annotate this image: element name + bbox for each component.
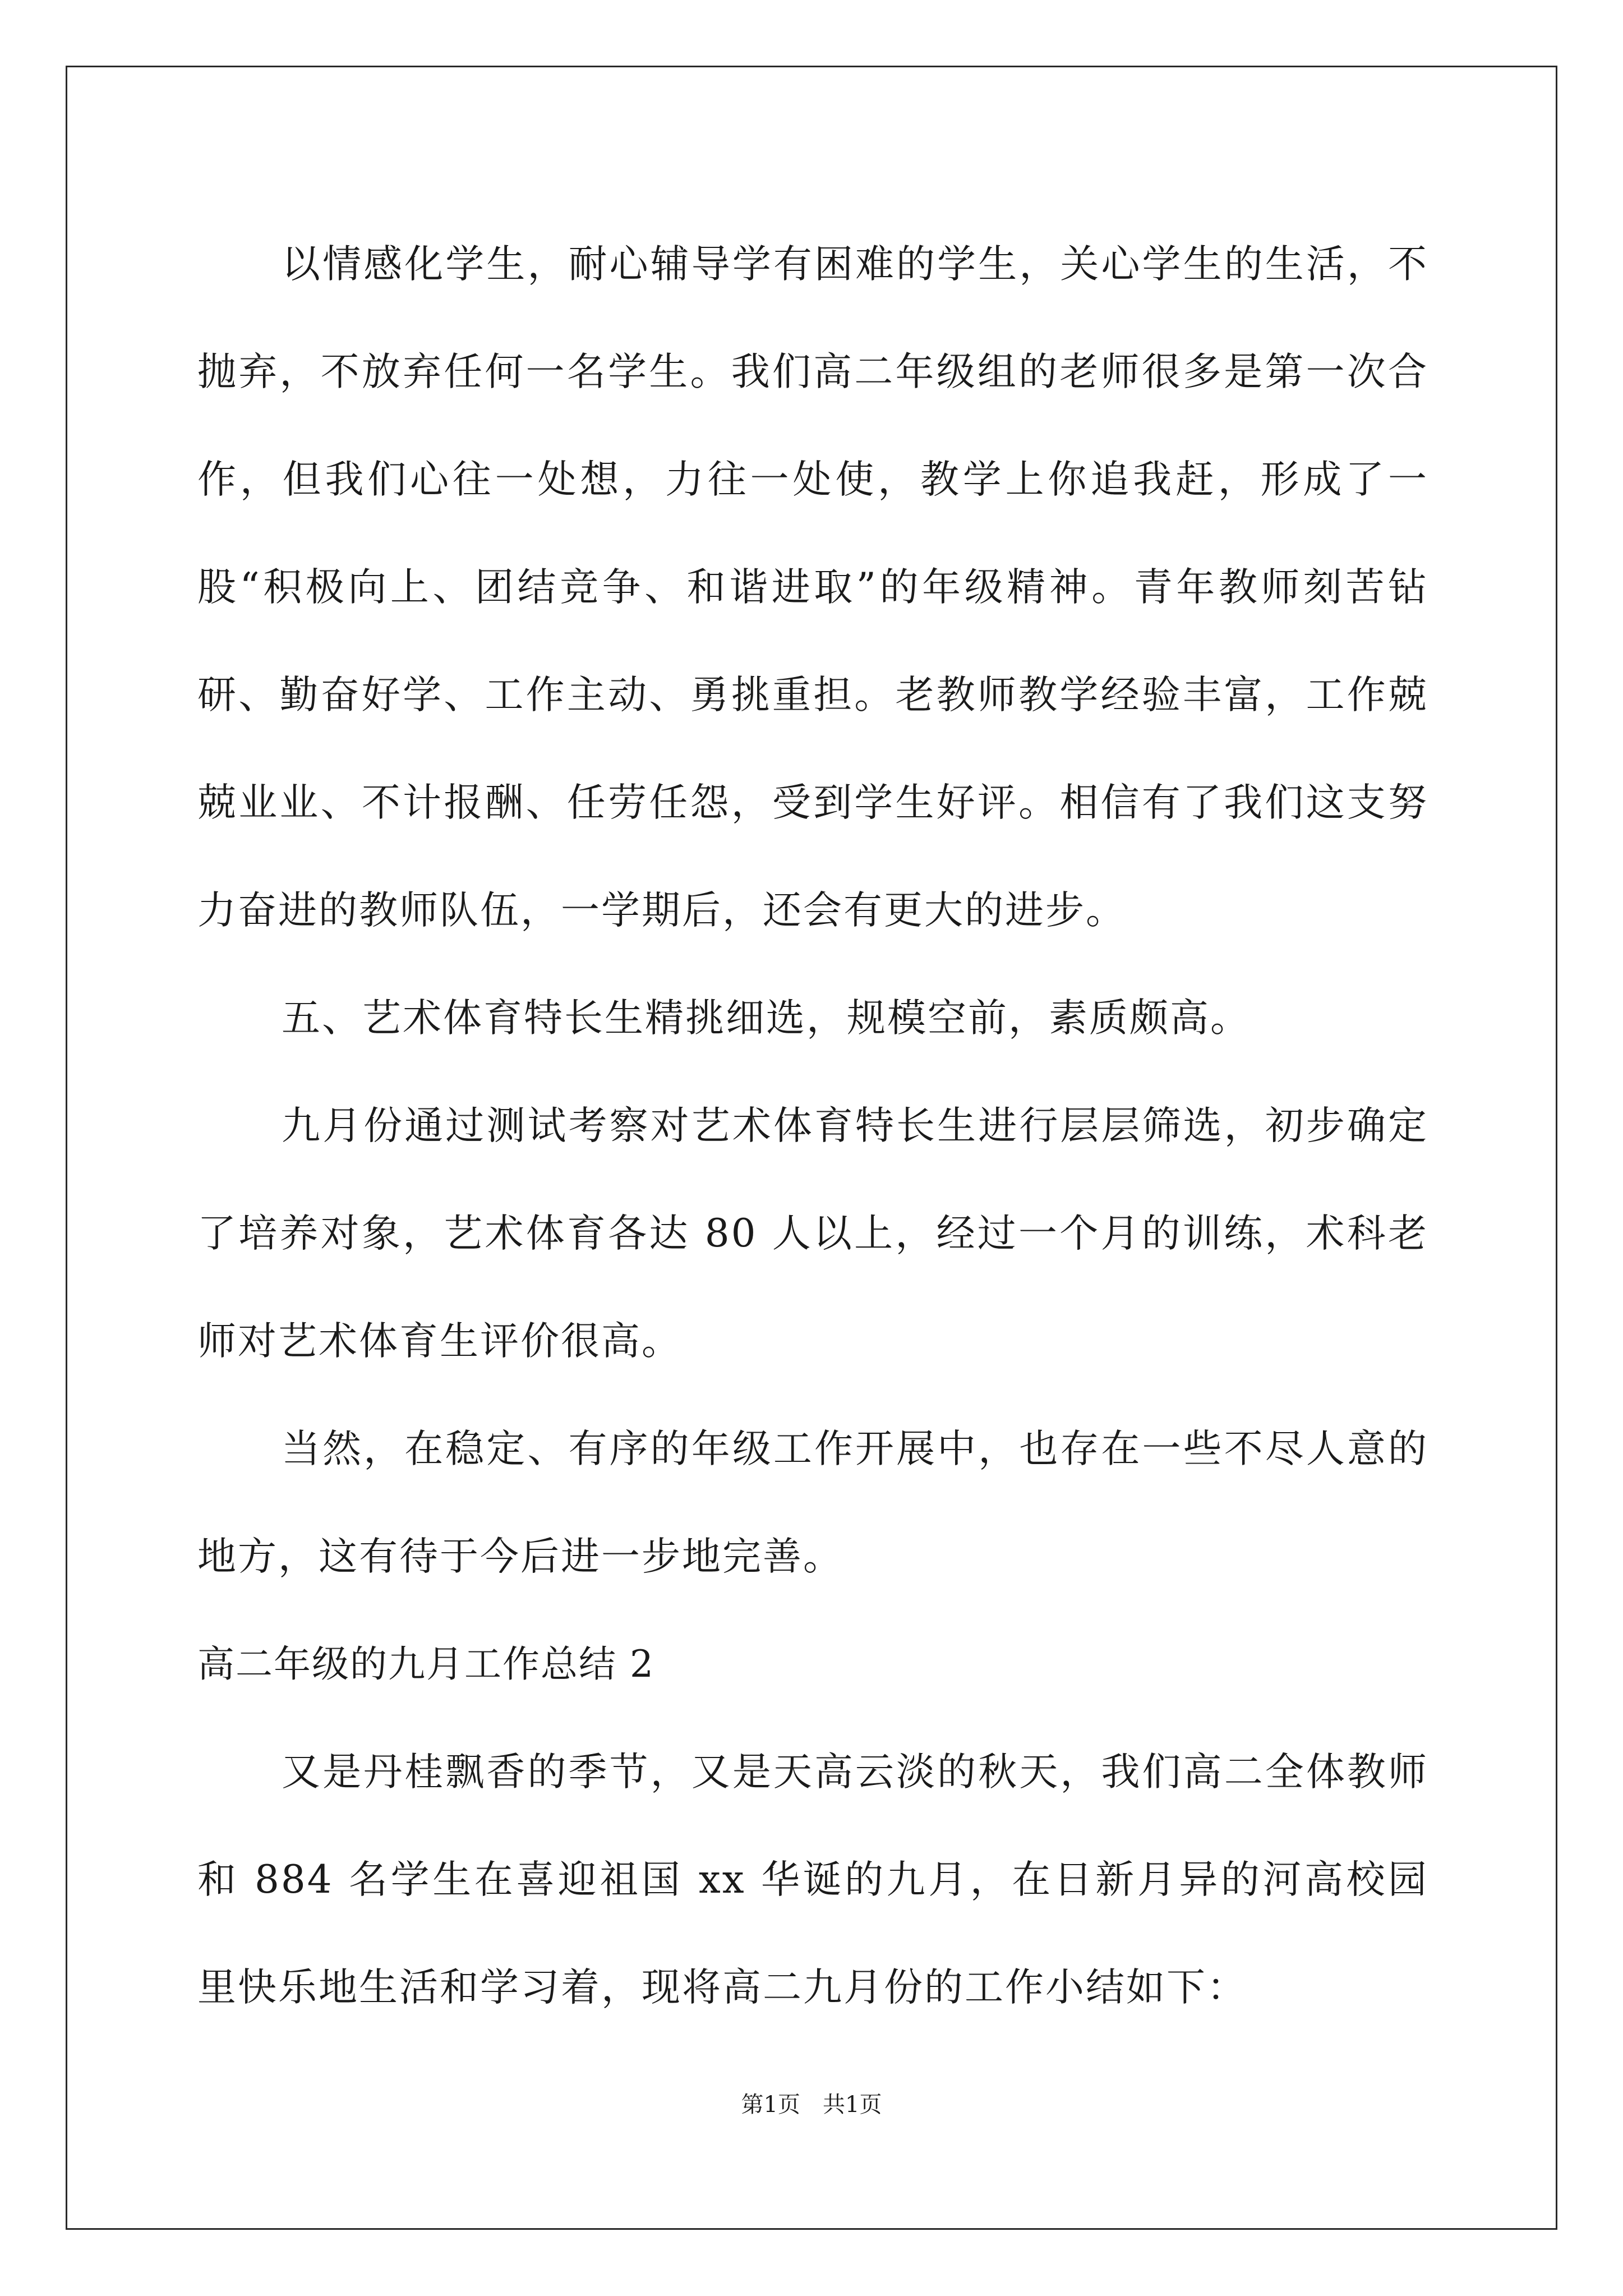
- page-number-footer: 第1页 共1页: [741, 2092, 882, 2118]
- section-heading: 高二年级的九月工作总结 2: [197, 1642, 654, 1686]
- paragraph-shortcomings: 当然，在稳定、有序的年级工作开展中，也存在一些不尽人意的地方，这有待于今后进一步地完善。: [197, 1427, 1428, 1579]
- paragraph-intro-september: 又是丹桂飘香的季节，又是天高云淡的秋天，我们高二全体教师和 884 名学生在喜迎祖国 xx 华诞的九月，在日新月异的河高校园里快乐地生活和学习着，现将高二九月份的工作小结如下：: [197, 1750, 1428, 2010]
- paragraph-teacher-team: 以情感化学生，耐心辅导学有困难的学生，关心学生的生活，不抛弃，不放弃任何一名学生。我们高二年级组的老师很多是第一次合作，但我们心往一处想，力往一处使，教学上你追我赶，形成了一股“积极向上、团结竞争、和谐进取”的年级精神。青年教师刻苦钻研、勤奋好学、工作主动、勇挑重担。老教师教学经验丰富，工作兢兢业业、不计报酬、任劳任怨，受到学生好评。相信有了我们这支努力奋进的教师队伍，一学期后，还会有更大的进步。: [197, 242, 1428, 933]
- document-body: [197, 210, 1428, 2041]
- paragraph-art-sports-students: 九月份通过测试考察对艺术体育特长生进行层层筛选，初步确定了培养对象，艺术体育各达 80 人以上，经过一个月的训练，术科老师对艺术体育生评价很高。: [197, 1103, 1428, 1364]
- paragraph-section-five-title: 五、艺术体育特长生精挑细选，规模空前，素质颇高。: [282, 996, 1251, 1041]
